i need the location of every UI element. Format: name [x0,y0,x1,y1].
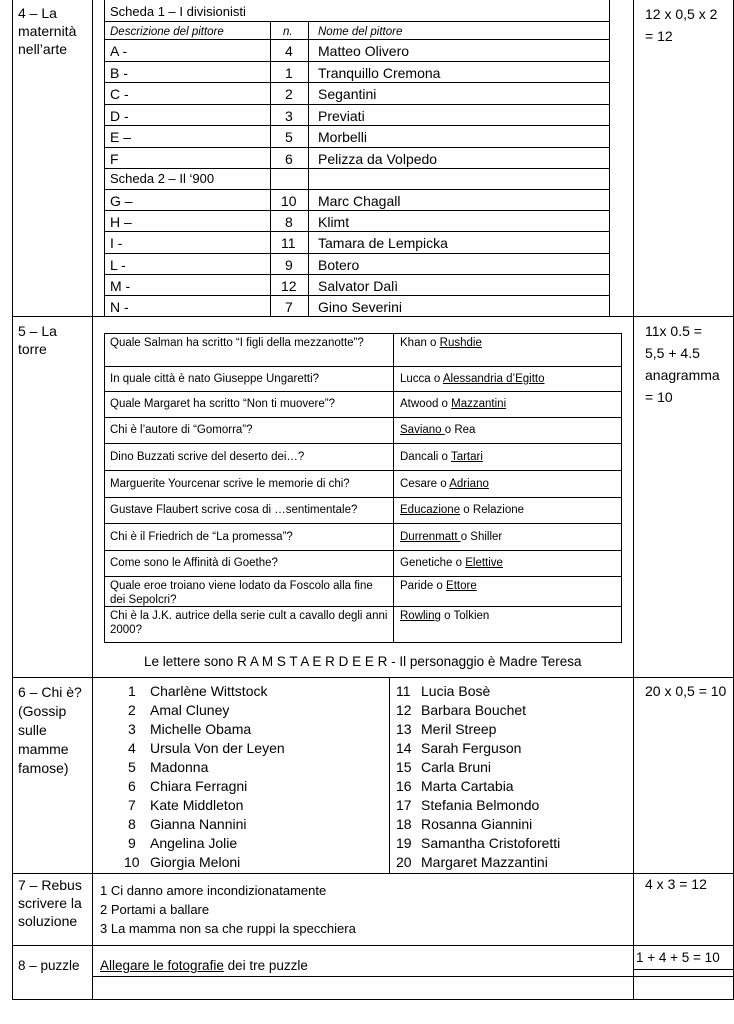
mom-name: Lucia Bosè [421,683,491,699]
quiz-question: Come sono le Affinità di Goethe? [110,557,278,569]
quiz-question: Quale Margaret ha scritto “Non ti muovere”? [110,398,335,410]
quiz-answer: Dancali o Tartari [400,451,483,463]
mom-number: 20 [396,854,412,870]
scheda-2-row-letter: G – [110,193,133,209]
mom-name: Giorgia Meloni [150,854,241,870]
mom-number: 8 [128,816,136,832]
quiz-question: In quale città è nato Giuseppe Ungaretti? [110,373,320,385]
section-7-label: 7 – Rebus scrivere la soluzione [18,877,82,929]
mom-number: 6 [128,778,136,794]
scheda-1-title: Scheda 1 – I divisionisti [110,4,246,19]
scheda-2-row-letter: L - [110,256,126,273]
quiz-answer: Genetiche o Elettive [400,557,503,569]
scheda-1-row-number: 6 [285,150,293,167]
quiz-question: Gustave Flaubert scrive cosa di …sentimentale? [110,504,358,516]
mom-number: 9 [128,835,136,851]
scheda-2-row-letter: N - [110,299,129,315]
mom-name: Meril Streep [421,721,497,737]
mom-name: Charlène Wittstock [150,683,268,699]
mom-name: Chiara Ferragni [150,778,248,794]
scheda-1-row-number: 3 [285,107,293,124]
rebus-lines: 1 Ci danno amore incondizionatamente 2 Portami a ballare 3 La mamma non sa che ruppi la specchiera [100,883,356,936]
mom-number: 4 [128,740,136,756]
col-header-descrizione: Descrizione del pittore [110,26,224,38]
scheda-1-row-letter: B - [110,64,128,81]
scheda-2-row-painter-name: Klimt [318,214,350,231]
section-8-label: 8 – puzzle [18,958,80,973]
mom-number: 15 [396,759,412,775]
section-8-score: 1 + 4 + 5 = 10 [636,950,720,965]
quiz-answer: Paride o Ettore [400,580,477,592]
mom-number: 2 [128,702,136,718]
mom-number: 10 [124,854,140,870]
quiz-question: Chi è la J.K. autrice della serie cult a cavallo degli anni 2000? [110,610,388,636]
scheda-2-row-number: 10 [281,193,297,209]
section-4-score: 12 x 0,5 x 2 = 12 [645,6,718,44]
quiz-question: Chi è il Friedrich de “La promessa”? [110,531,293,543]
mom-number: 11 [396,683,411,699]
anagram-line: Le lettere sono R A M S T A E R D E E R - Il personaggio è Madre Teresa [144,654,582,669]
mom-number: 5 [128,759,136,775]
quiz-answer: Durrenmatt o Shiller [400,531,503,543]
scheda-2-row-number: 9 [285,256,293,273]
mom-name: Marta Cartabia [421,778,514,794]
scheda-2-row-number: 12 [281,277,297,294]
scheda-1-row-painter-name: Matteo Olivero [318,43,410,59]
scheda-2-row-painter-name: Tamara de Lempicka [318,235,448,252]
quiz-answer: Rowling o Tolkien [400,610,490,622]
section-6-score: 20 x 0,5 = 10 [645,683,727,699]
quiz-answer: Lucca o Alessandria d’Egitto [400,373,545,385]
col-header-n: n. [283,26,293,38]
scheda-1-row-number: 5 [285,129,293,145]
mom-number: 3 [128,721,136,737]
quiz-question: Quale eroe troiano viene lodato da Foscolo alla fine dei Sepolcri? [110,580,373,606]
scheda-2-row-letter: I - [110,235,123,252]
section-5-score: 11x 0.5 = 5,5 + 4.5 anagramma = 10 [645,323,720,405]
quiz-answer: Atwood o Mazzantini [400,398,507,410]
scheda-1-row-letter: F [110,150,119,167]
mom-name: Carla Bruni [421,759,492,775]
mom-number: 16 [396,778,412,794]
mom-name: Amal Cluney [150,702,230,718]
mom-name: Gianna Nannini [150,816,247,832]
mom-number: 7 [128,797,136,813]
scheda-2-row-painter-name: Gino Severini [318,299,403,315]
scheda-1-row-number: 1 [285,64,293,81]
mom-name: Kate Middleton [150,797,244,813]
scheda-1-row-letter: A - [110,43,128,59]
scheda-1-row-number: 4 [285,43,293,59]
section-6-label: 6 – Chi è? (Gossip sulle mamme famose) [18,684,82,776]
scheda-2-title: Scheda 2 – Il ‘900 [110,171,215,186]
mom-number: 1 [128,683,136,699]
scheda-1-row-painter-name: Tranquillo Cremona [318,64,441,81]
mom-number: 18 [396,816,412,832]
section-8-text: Allegare le fotografie dei tre puzzle [100,958,308,973]
mom-number: 17 [396,797,412,813]
section-5-label: 5 – La torre [18,323,57,357]
mom-name: Stefania Belmondo [421,797,540,813]
quiz-answer: Educazione o Relazione [400,504,525,516]
mom-number: 19 [396,835,412,851]
quiz-answer: Khan o Rushdie [400,337,482,349]
section-4-label: 4 – La maternità nell’arte [18,5,77,57]
scheda-1-row-painter-name: Morbelli [318,129,368,145]
mom-name: Michelle Obama [150,721,252,737]
quiz-question: Chi è l’autore di “Gomorra”? [110,424,253,436]
mom-number: 13 [396,721,412,737]
scheda-2-row-letter: H – [110,214,132,231]
scheda-2-row-number: 11 [281,235,296,252]
mom-number: 12 [396,702,412,718]
mom-name: Samantha Cristoforetti [421,835,561,851]
quiz-question: Marguerite Yourcenar scrive le memorie di chi? [110,478,350,490]
scheda-1-row-letter: E – [110,129,132,145]
scheda-2-row-letter: M - [110,277,131,294]
section-7-score: 4 x 3 = 12 [645,876,707,892]
mom-name: Rosanna Giannini [421,816,533,832]
scheda-1-row-painter-name: Segantini [318,86,377,102]
scheda-2-row-painter-name: Marc Chagall [318,193,401,209]
quiz-answer: Cesare o Adriano [400,478,489,490]
scheda-2-row-number: 7 [285,299,293,315]
mom-name: Angelina Jolie [150,835,238,851]
scheda-1-row-letter: D - [110,107,129,124]
quiz-question: Quale Salman ha scritto “I figli della mezzanotte”? [110,337,364,349]
scheda-1-row-number: 2 [285,86,293,102]
mom-name: Barbara Bouchet [421,702,527,718]
quiz-question: Dino Buzzati scrive del deserto dei…? [110,451,305,463]
scheda-1-row-letter: C - [110,86,129,102]
mom-number: 14 [396,740,412,756]
scheda-1-row-painter-name: Pelizza da Volpedo [318,150,438,167]
scheda-1-row-painter-name: Previati [318,107,365,124]
scheda-2-row-number: 8 [285,214,293,231]
mom-name: Sarah Ferguson [421,740,522,756]
mom-name: Madonna [150,759,209,775]
scheda-2-row-painter-name: Salvator Dalì [318,277,399,294]
scheda-2-row-painter-name: Botero [318,256,360,273]
mom-name: Ursula Von der Leyen [150,740,285,756]
mom-name: Margaret Mazzantini [421,854,548,870]
quiz-answer: Saviano o Rea [400,424,476,436]
col-header-nome: Nome del pittore [318,26,403,38]
